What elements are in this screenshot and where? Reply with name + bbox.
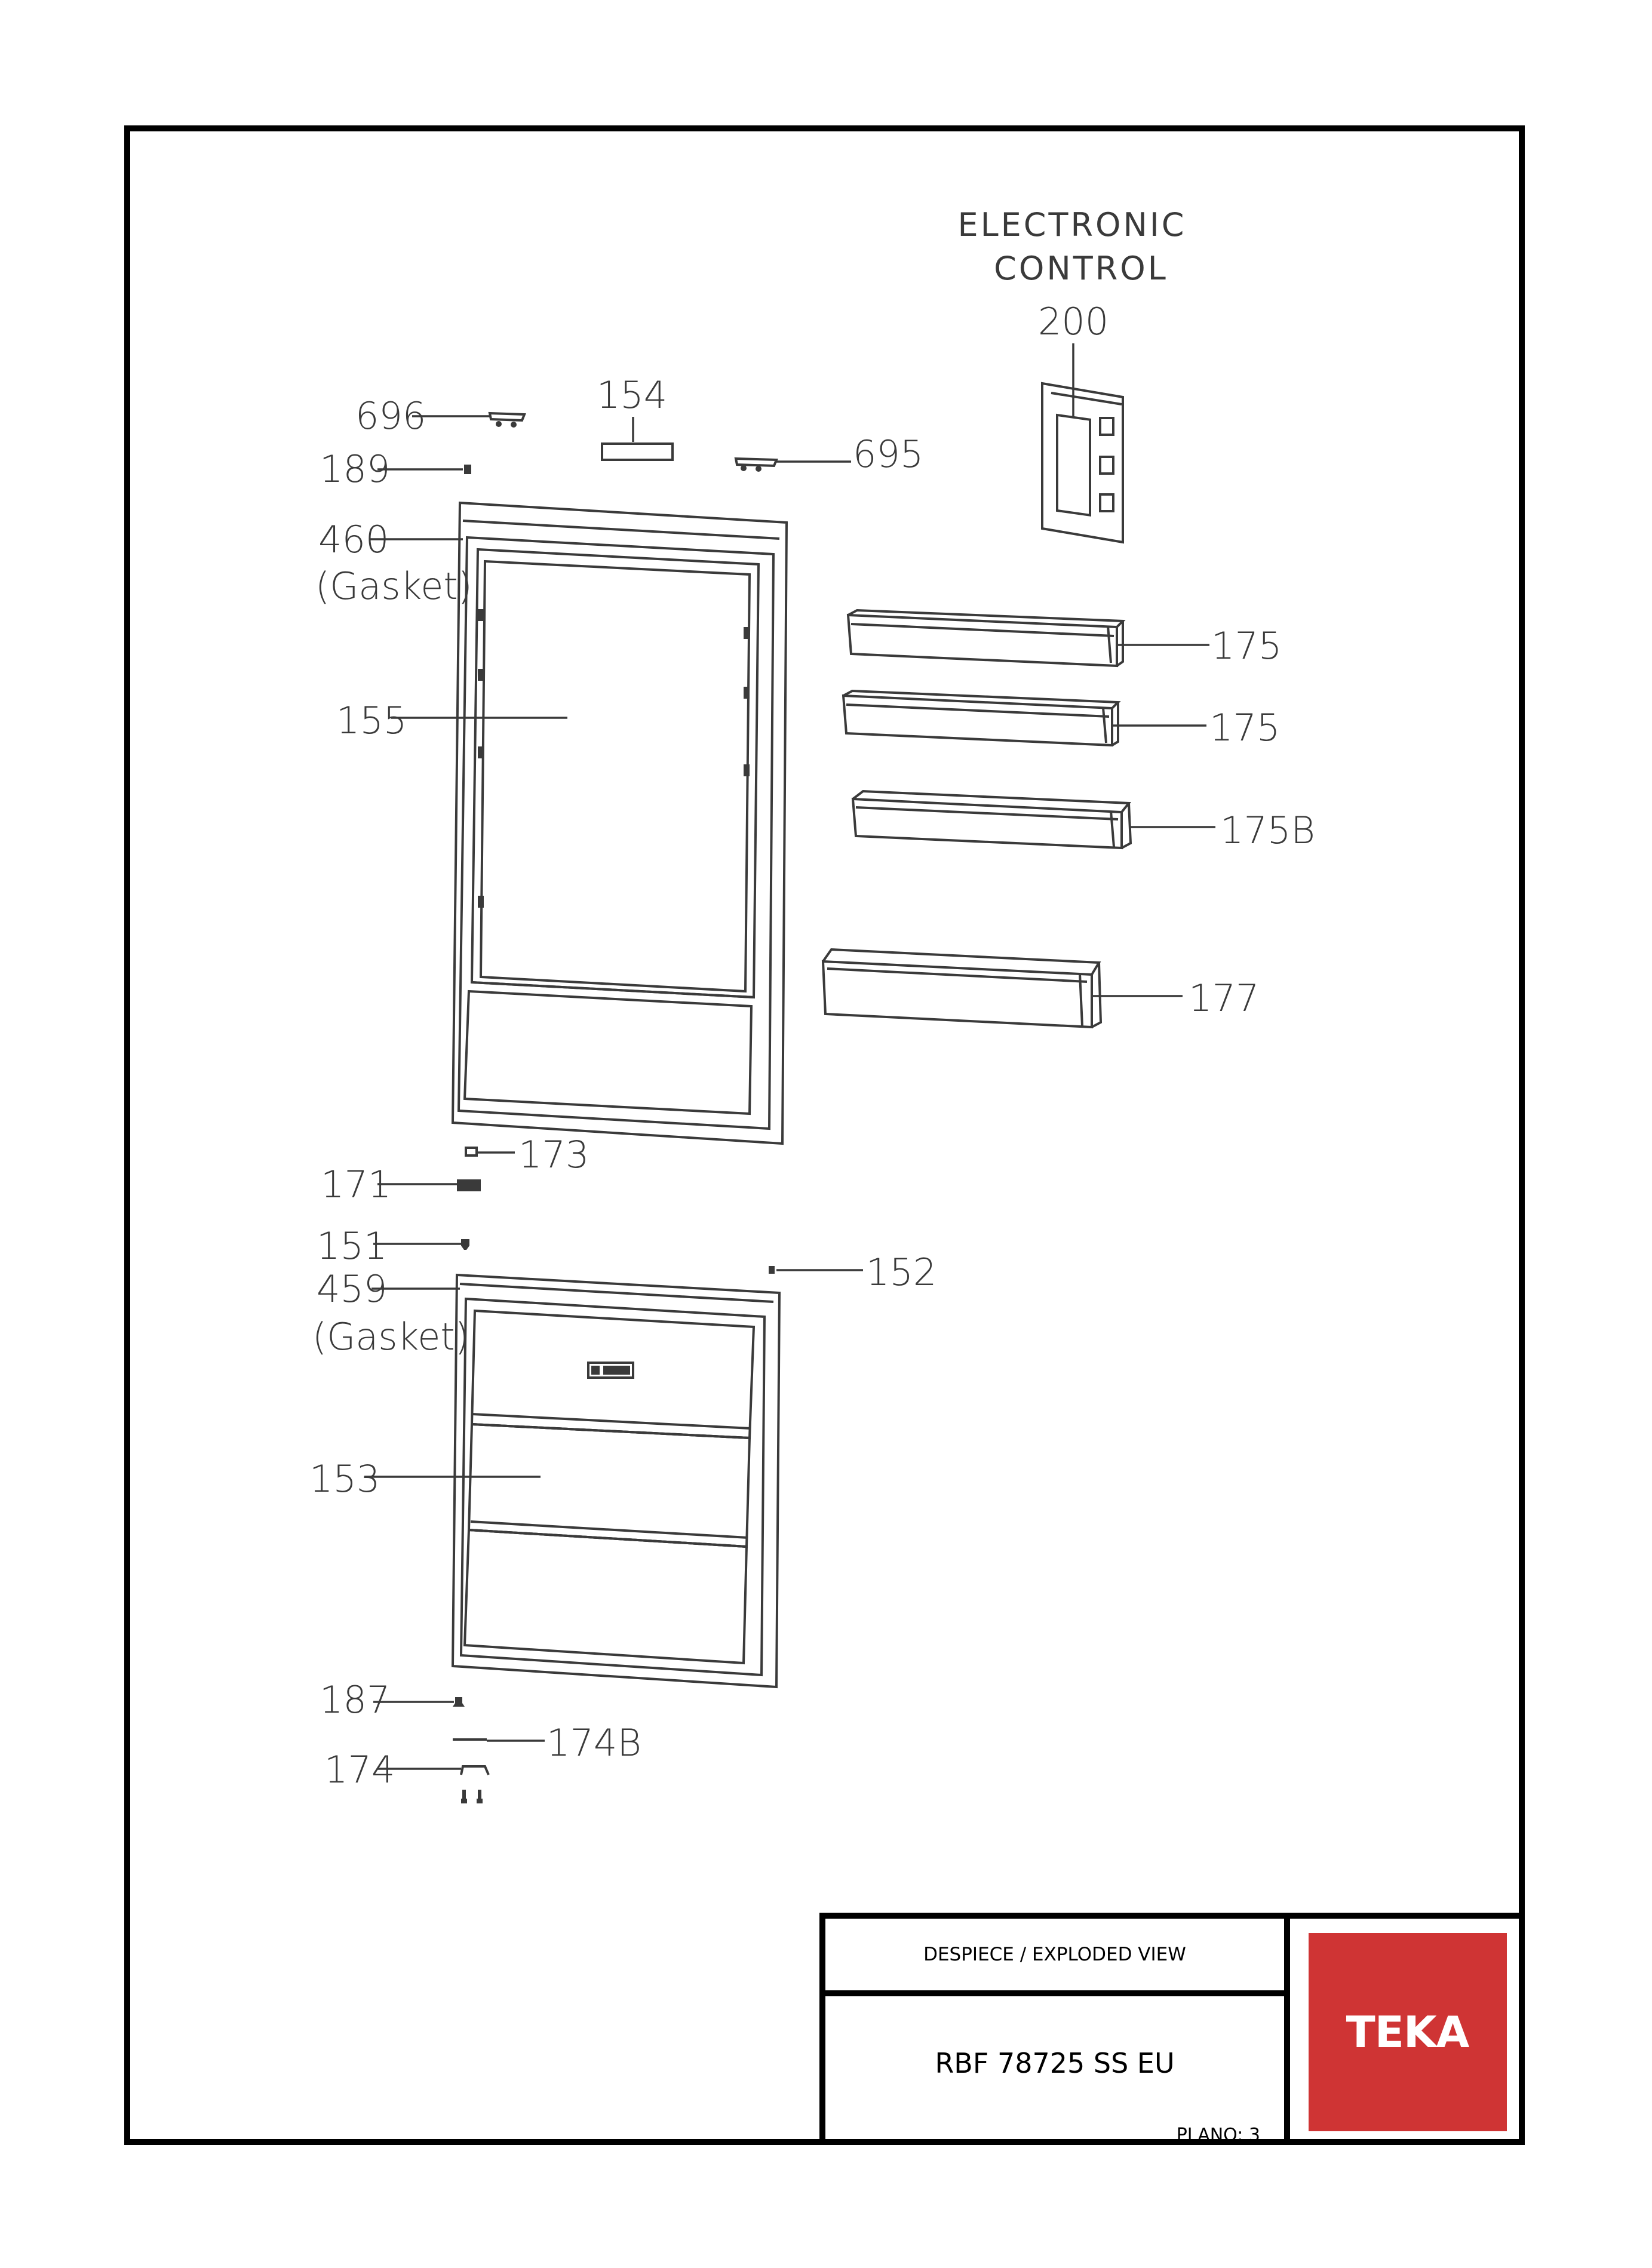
part-175B-door-shelf — [853, 791, 1131, 848]
label-200: 200 — [1037, 300, 1109, 343]
label-459-note: (Gasket) — [312, 1315, 469, 1359]
label-189: 189 — [320, 447, 391, 491]
label-696: 696 — [355, 394, 426, 438]
part-173-bracket — [466, 1148, 477, 1155]
title-block-model-cell — [825, 1996, 1284, 2151]
exploded-view-heading: DESPIECE / EXPLODED VIEW — [825, 1919, 1284, 1996]
part-171-hinge — [457, 1179, 481, 1191]
label-154: 154 — [596, 373, 668, 417]
title-block-logo-cell — [1284, 1913, 1525, 2145]
part-174-handle — [461, 1766, 489, 1775]
label-173: 173 — [518, 1133, 589, 1176]
electronic-control-title-line2: CONTROL — [994, 250, 1168, 287]
label-175B: 175B — [1220, 809, 1315, 852]
label-171: 171 — [321, 1163, 392, 1206]
label-460-note: (Gasket) — [315, 564, 472, 608]
model-number: RBF 78725 SS EU — [935, 2047, 1175, 2079]
label-152: 152 — [866, 1250, 937, 1294]
part-187-screw — [453, 1697, 465, 1707]
part-695-hinge-cover — [736, 459, 776, 466]
plano-number: PLANO: 3 — [1176, 2125, 1260, 2146]
electronic-control-title-line1: ELECTRONIC — [957, 206, 1187, 244]
label-177: 177 — [1189, 976, 1260, 1020]
part-154-cover — [602, 444, 673, 460]
label-187: 187 — [320, 1678, 391, 1722]
label-174B: 174B — [546, 1721, 641, 1765]
electronic-control-panel — [1042, 383, 1123, 542]
label-155: 155 — [336, 699, 407, 742]
label-175-a: 175 — [1211, 624, 1282, 668]
part-153-freezer-door — [453, 1275, 779, 1687]
part-155-fridge-door — [453, 503, 787, 1144]
part-189-screw — [464, 465, 471, 474]
part-151-pin — [461, 1239, 469, 1250]
part-152-pin — [769, 1266, 775, 1274]
label-153: 153 — [309, 1457, 380, 1501]
part-177-bottle-shelf — [823, 949, 1101, 1027]
label-151: 151 — [317, 1224, 388, 1268]
title-block — [819, 1913, 1525, 2145]
teka-logo — [1309, 1933, 1507, 2131]
label-175-b: 175 — [1209, 706, 1281, 749]
part-175-door-shelf-2 — [843, 691, 1118, 745]
label-460: 460 — [318, 518, 389, 561]
label-459: 459 — [317, 1267, 388, 1311]
title-block-info — [819, 1913, 1290, 2145]
label-695: 695 — [853, 432, 924, 476]
part-696-hinge-cover — [490, 413, 524, 420]
teka-logo-text: TEKA — [1346, 2006, 1469, 2057]
label-174: 174 — [324, 1748, 395, 1791]
part-175-door-shelf-1 — [848, 610, 1123, 666]
